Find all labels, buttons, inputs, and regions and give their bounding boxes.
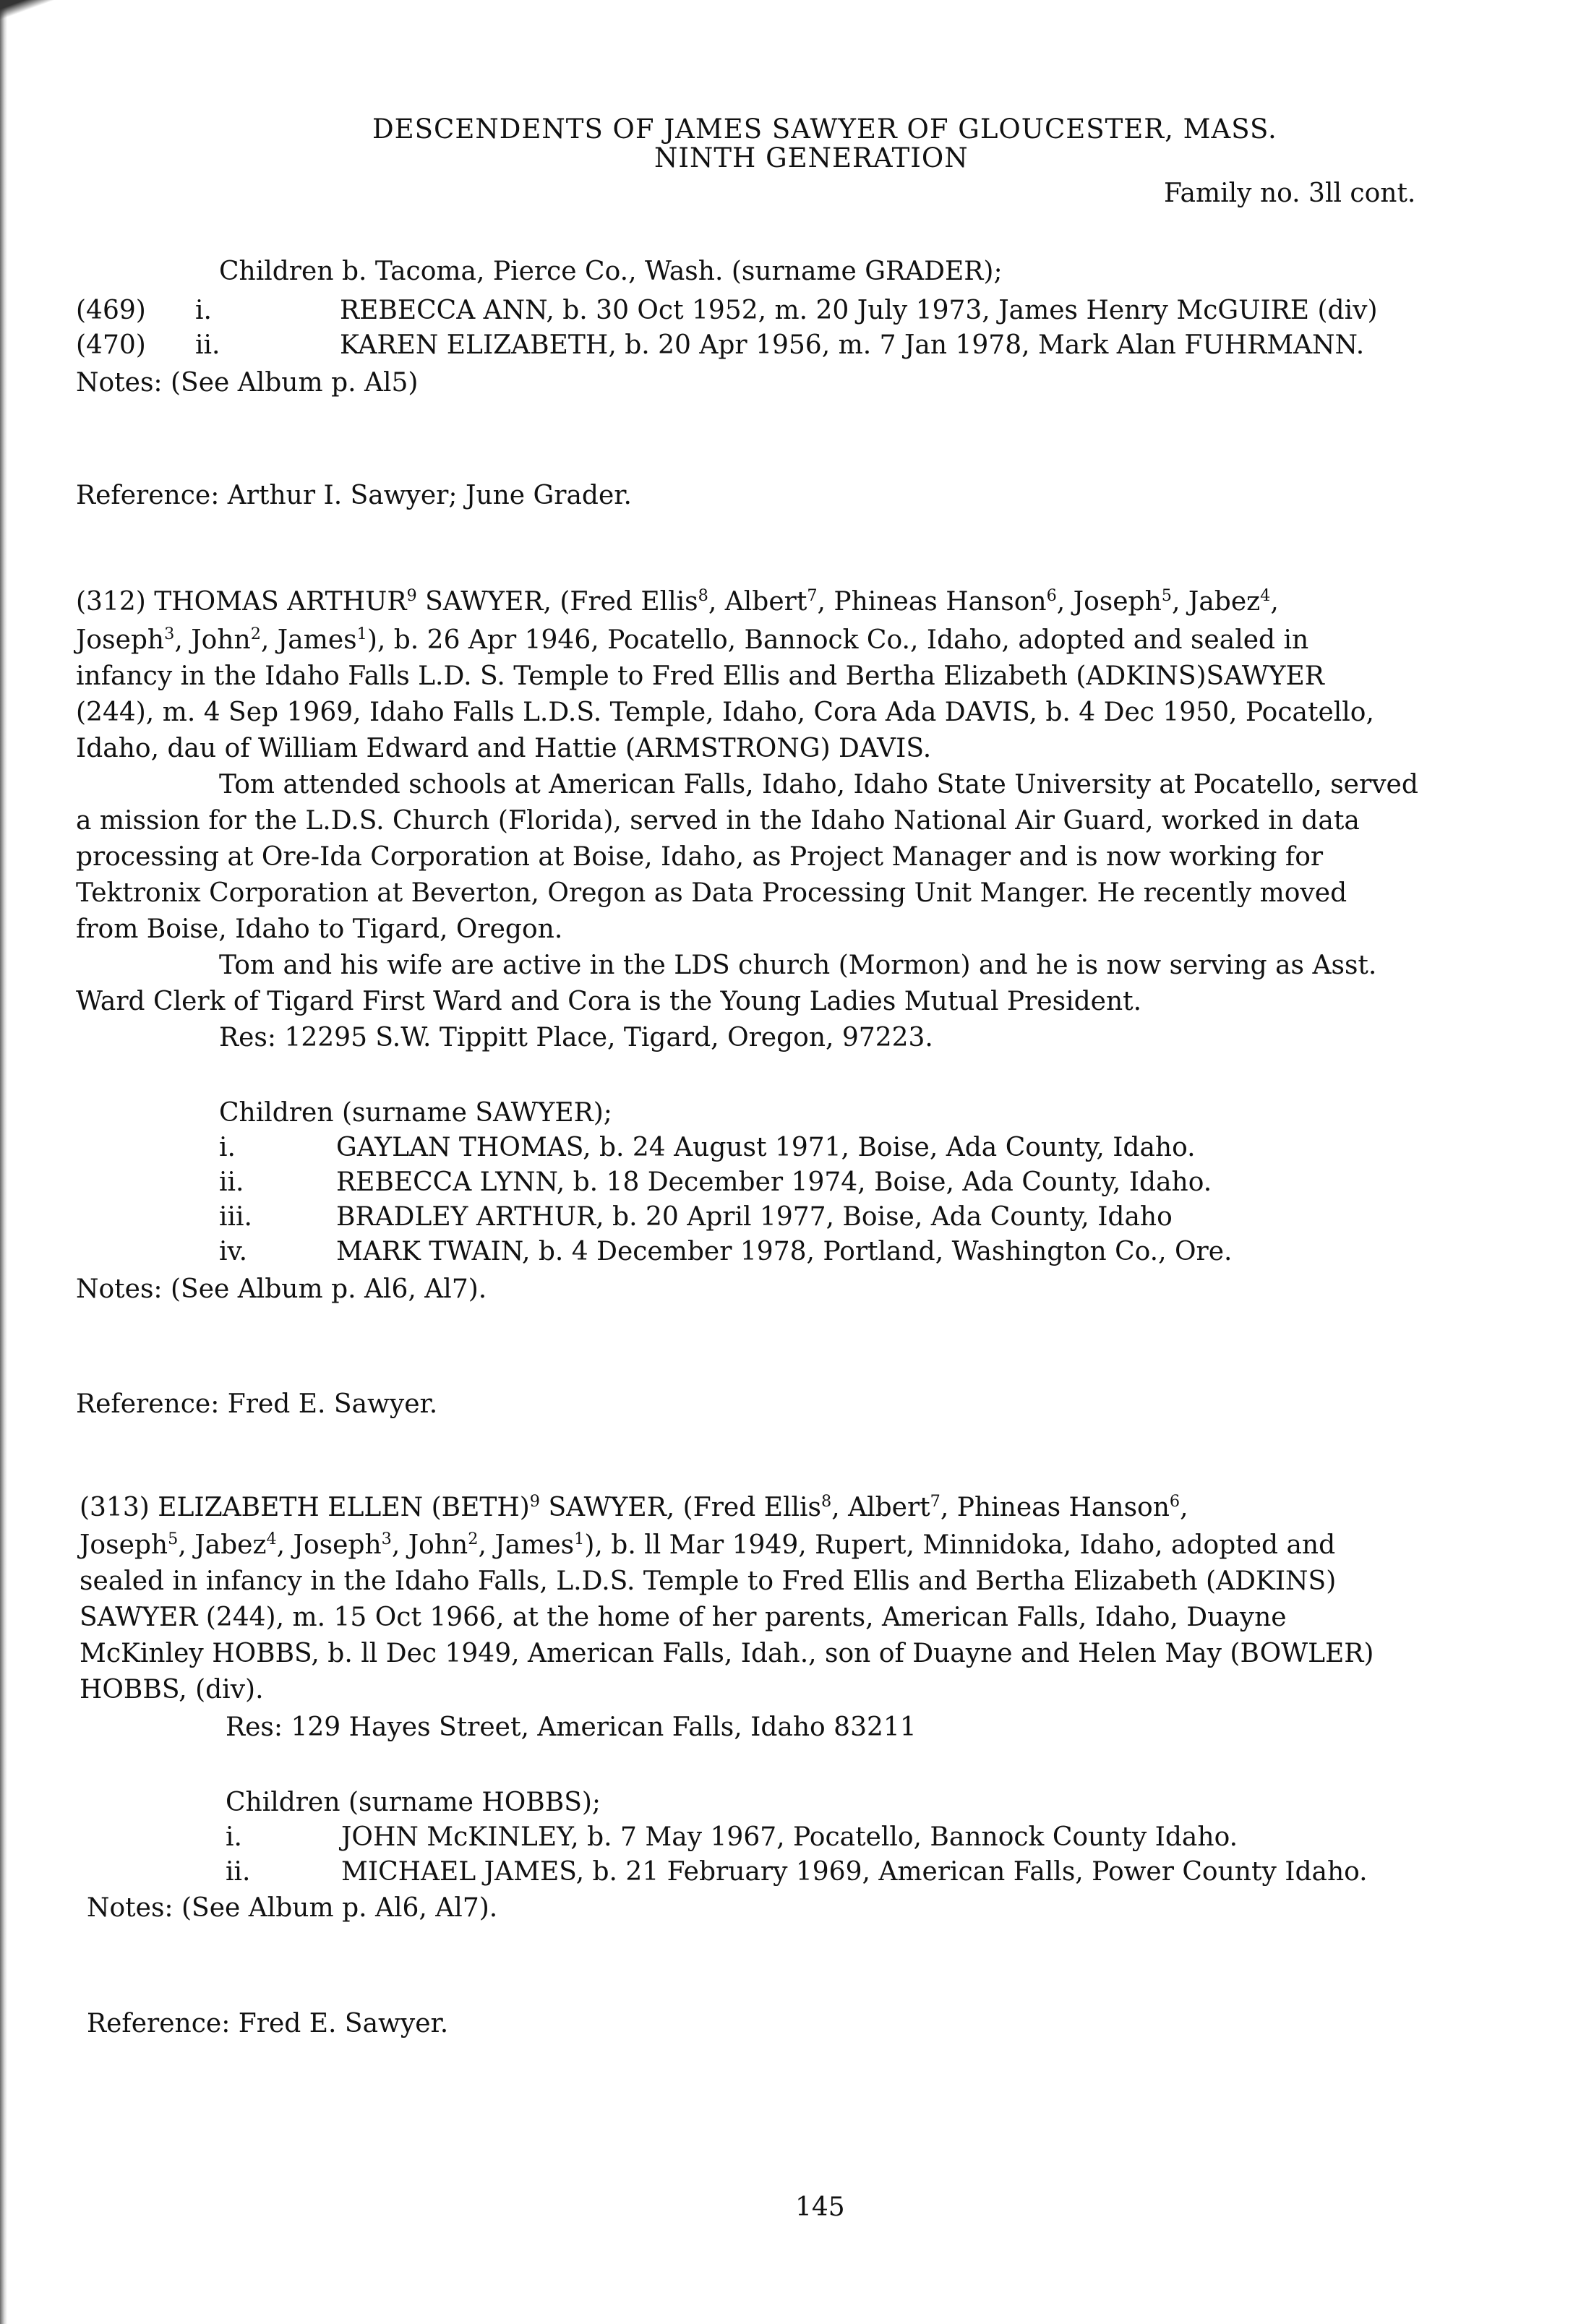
entry-text-line: HOBBS, (div). bbox=[80, 1675, 264, 1705]
scan-corner-mark bbox=[0, 0, 58, 29]
child-number: (469) bbox=[76, 296, 146, 325]
notes-line: Notes: (See Album p. Al6, Al7). bbox=[76, 1274, 487, 1304]
generation-subtitle: NINTH GENERATION bbox=[654, 142, 969, 173]
family-number: Family no. 3ll cont. bbox=[1164, 179, 1416, 208]
entry-text-line: Joseph$^3$, John$^2$, James$^1$), b. 26 Apr 1946, Pocatello, Bannock Co., Idaho, adopted and sealed in bbox=[76, 625, 1309, 655]
residence-line: Res: 12295 S.W. Tippitt Place, Tigard, Oregon, 97223. bbox=[219, 1023, 933, 1052]
child-row bbox=[226, 1859, 1368, 1885]
page-edge-shadow bbox=[0, 0, 7, 2324]
child-ordinal: i. bbox=[226, 1822, 242, 1852]
child-ordinal: ii. bbox=[226, 1857, 251, 1887]
entry-text-line: (244), m. 4 Sep 1969, Idaho Falls L.D.S. Temple, Idaho, Cora Ada DAVIS, b. 4 Dec 1950, Pocatello, bbox=[76, 698, 1374, 727]
entry-heading-312: (312) THOMAS ARTHUR$^9$ SAWYER, (Fred Ellis$^8$, Albert$^7$, Phineas Hanson$^6$, Joseph$^5$, Jabez$^4$, bbox=[76, 586, 1279, 617]
reference-line: Reference: Fred E. Sawyer. bbox=[87, 2009, 449, 2038]
child-row bbox=[219, 1167, 1212, 1197]
child-details: REBECCA LYNN, b. 18 December 1974, Boise, Ada County, Idaho. bbox=[336, 1167, 1212, 1197]
document-title: DESCENDENTS OF JAMES SAWYER OF GLOUCESTER, MASS. bbox=[372, 113, 1277, 145]
child-row bbox=[219, 1204, 1173, 1230]
children-intro-sawyer: Children (surname SAWYER); bbox=[219, 1098, 612, 1128]
page-number: 145 bbox=[795, 2192, 845, 2222]
child-details: BRADLEY ARTHUR, b. 20 April 1977, Boise, Ada County, Idaho bbox=[336, 1202, 1173, 1232]
entry-text-line: infancy in the Idaho Falls L.D. S. Temple to Fred Ellis and Bertha Elizabeth (ADKINS)SAWYER bbox=[76, 661, 1324, 691]
child-ordinal: i. bbox=[219, 1133, 236, 1162]
paragraph-line: from Boise, Idaho to Tigard, Oregon. bbox=[76, 914, 563, 944]
child-ordinal: i. bbox=[195, 296, 212, 325]
children-intro-hobbs: Children (surname HOBBS); bbox=[226, 1788, 601, 1817]
child-row bbox=[219, 1239, 1233, 1265]
child-details: REBECCA ANN, b. 30 Oct 1952, m. 20 July 1973, James Henry McGUIRE (div) bbox=[340, 296, 1378, 325]
children-intro-grader: Children b. Tacoma, Pierce Co., Wash. (surname GRADER); bbox=[219, 257, 1003, 286]
entry-text-line: McKinley HOBBS, b. ll Dec 1949, American Falls, Idah., son of Duayne and Helen May (BOWLER) bbox=[80, 1639, 1374, 1668]
child-ordinal: ii. bbox=[195, 330, 220, 360]
entry-heading-313: (313) ELIZABETH ELLEN (BETH)$^9$ SAWYER, (Fred Ellis$^8$, Albert$^7$, Phineas Hanson$^6$, bbox=[80, 1492, 1188, 1522]
child-ordinal: ii. bbox=[219, 1167, 244, 1197]
child-ordinal: iii. bbox=[219, 1202, 252, 1232]
child-details: KAREN ELIZABETH, b. 20 Apr 1956, m. 7 Jan 1978, Mark Alan FUHRMANN. bbox=[340, 330, 1365, 360]
child-row bbox=[226, 1822, 1238, 1852]
child-row bbox=[219, 1135, 1196, 1161]
child-number: (470) bbox=[76, 330, 146, 360]
entry-text-line: sealed in infancy in the Idaho Falls, L.D.S. Temple to Fred Ellis and Bertha Elizabeth (ADKINS) bbox=[80, 1566, 1337, 1596]
child-ordinal: iv. bbox=[219, 1237, 248, 1266]
paragraph-line: processing at Ore-Ida Corporation at Boise, Idaho, as Project Manager and is now working for bbox=[76, 842, 1324, 872]
entry-text-line: Joseph$^5$, Jabez$^4$, Joseph$^3$, John$^2$, James$^1$), b. ll Mar 1949, Rupert, Minnidoka, Idaho, adopted and bbox=[80, 1530, 1336, 1560]
child-details: GAYLAN THOMAS, b. 24 August 1971, Boise, Ada County, Idaho. bbox=[336, 1133, 1196, 1162]
notes-line: Notes: (See Album p. Al6, Al7). bbox=[87, 1893, 498, 1923]
paragraph-line: a mission for the L.D.S. Church (Florida), served in the Idaho National Air Guard, worked in data bbox=[76, 806, 1360, 836]
entry-text-line: Idaho, dau of William Edward and Hattie (ARMSTRONG) DAVIS. bbox=[76, 734, 932, 763]
reference-line: Reference: Arthur I. Sawyer; June Grader. bbox=[76, 481, 632, 510]
child-details: JOHN McKINLEY, b. 7 May 1967, Pocatello, Bannock County Idaho. bbox=[341, 1822, 1238, 1852]
entry-text-line: SAWYER (244), m. 15 Oct 1966, at the home of her parents, American Falls, Idaho, Duayne bbox=[80, 1603, 1287, 1632]
paragraph-line: Ward Clerk of Tigard First Ward and Cora is the Young Ladies Mutual President. bbox=[76, 987, 1142, 1016]
child-row bbox=[76, 330, 1365, 360]
paragraph-line: Tom attended schools at American Falls, Idaho, Idaho State University at Pocatello, served bbox=[219, 770, 1418, 799]
child-details: MICHAEL JAMES, b. 21 February 1969, American Falls, Power County Idaho. bbox=[341, 1857, 1368, 1887]
paragraph-line: Tom and his wife are active in the LDS church (Mormon) and he is now serving as Asst. bbox=[219, 951, 1377, 980]
child-row bbox=[76, 298, 1377, 324]
notes-line: Notes: (See Album p. Al5) bbox=[76, 368, 419, 398]
child-details: MARK TWAIN, b. 4 December 1978, Portland, Washington Co., Ore. bbox=[336, 1237, 1233, 1266]
paragraph-line: Tektronix Corporation at Beverton, Oregon as Data Processing Unit Manger. He recently moved bbox=[76, 878, 1347, 908]
residence-line: Res: 129 Hayes Street, American Falls, Idaho 83211 bbox=[226, 1712, 917, 1742]
reference-line: Reference: Fred E. Sawyer. bbox=[76, 1389, 438, 1419]
